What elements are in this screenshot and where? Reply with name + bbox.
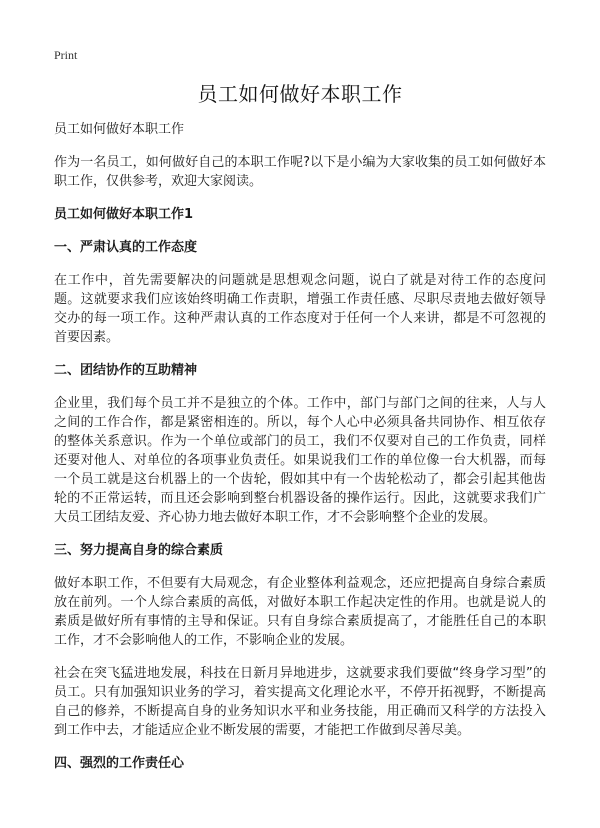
section-heading-2: 二、团结协作的互助精神 <box>54 363 198 378</box>
document-title: 员工如何做好本职工作 <box>197 82 403 106</box>
section-2-paragraph-1: 企业里，我们每个员工并不是独立的个体。工作中，部门与部门之间的往来，人与人之间的工作合作，都是紧密相连的。所以，每个人心中必须具备共同协作、相互依存的整体关系意识。作为一个单位或部门的员工，我们不仅要对自己的工作负责，同样还要对他人、对单位的各项事业负责任。如果说我们工作的单位像一台大机器，而每一个员工就是这台机器上的一个齿轮，假如其中有一个齿轮松动了，都会引起其他齿轮的不正常运转，而且还会影响到整台机器设备的操作运行。因此，这就要求我们广大员工团结友爱、齐心协力地去做好本职工作，才不会影响整个企业的发展。 <box>54 396 546 525</box>
document-subtitle: 员工如何做好本职工作 <box>54 122 185 137</box>
section-1-paragraph-1: 在工作中，首先需要解决的问题就是思想观念问题，说白了就是对待工作的态度问题。这就要求我们应该始终明确工作责职，增强工作责任感、尽职尽责地去做好领导交办的每一项工作。这种严肃认真的工作态度对于任何一个人来讲，都是不可忽视的首要因素。 <box>54 273 546 345</box>
main-heading: 员工如何做好本职工作1 <box>54 207 194 222</box>
section-heading-4: 四、强烈的工作责任心 <box>54 756 185 771</box>
section-3-paragraph-2: 社会在突飞猛进地发展，科技在日新月异地进步，这就要求我们要做“终身学习型”的员工。只有加强知识业务的学习，着实提高文化理论水平，不停开拓视野，不断提高自己的修养，不断提高自身的业务知识水平和业务技能，用正确而又科学的方法投入到工作中去，才能适应企业不断发展的需要，才能把工作做到尽善尽美。 <box>54 666 546 738</box>
section-heading-3: 三、努力提高自身的综合素质 <box>54 543 224 558</box>
section-3-paragraph-1: 做好本职工作，不但要有大局观念，有企业整体利益观念，还应把提高自身综合素质放在前列。一个人综合素质的高低，对做好本职工作起决定性的作用。也就是说人的素质是做好所有事情的主导和保证。只有自身综合素质提高了，才能胜任自己的本职工作，才不会影响他人的工作，不影响企业的发展。 <box>54 576 546 648</box>
intro-paragraph: 作为一名员工，如何做好自己的本职工作呢?以下是小编为大家收集的员工如何做好本职工作，仅供参考，欢迎大家阅读。 <box>54 155 546 189</box>
print-label: Print <box>54 48 78 62</box>
section-heading-1: 一、严肃认真的工作态度 <box>54 240 198 255</box>
document-body <box>54 120 546 787</box>
